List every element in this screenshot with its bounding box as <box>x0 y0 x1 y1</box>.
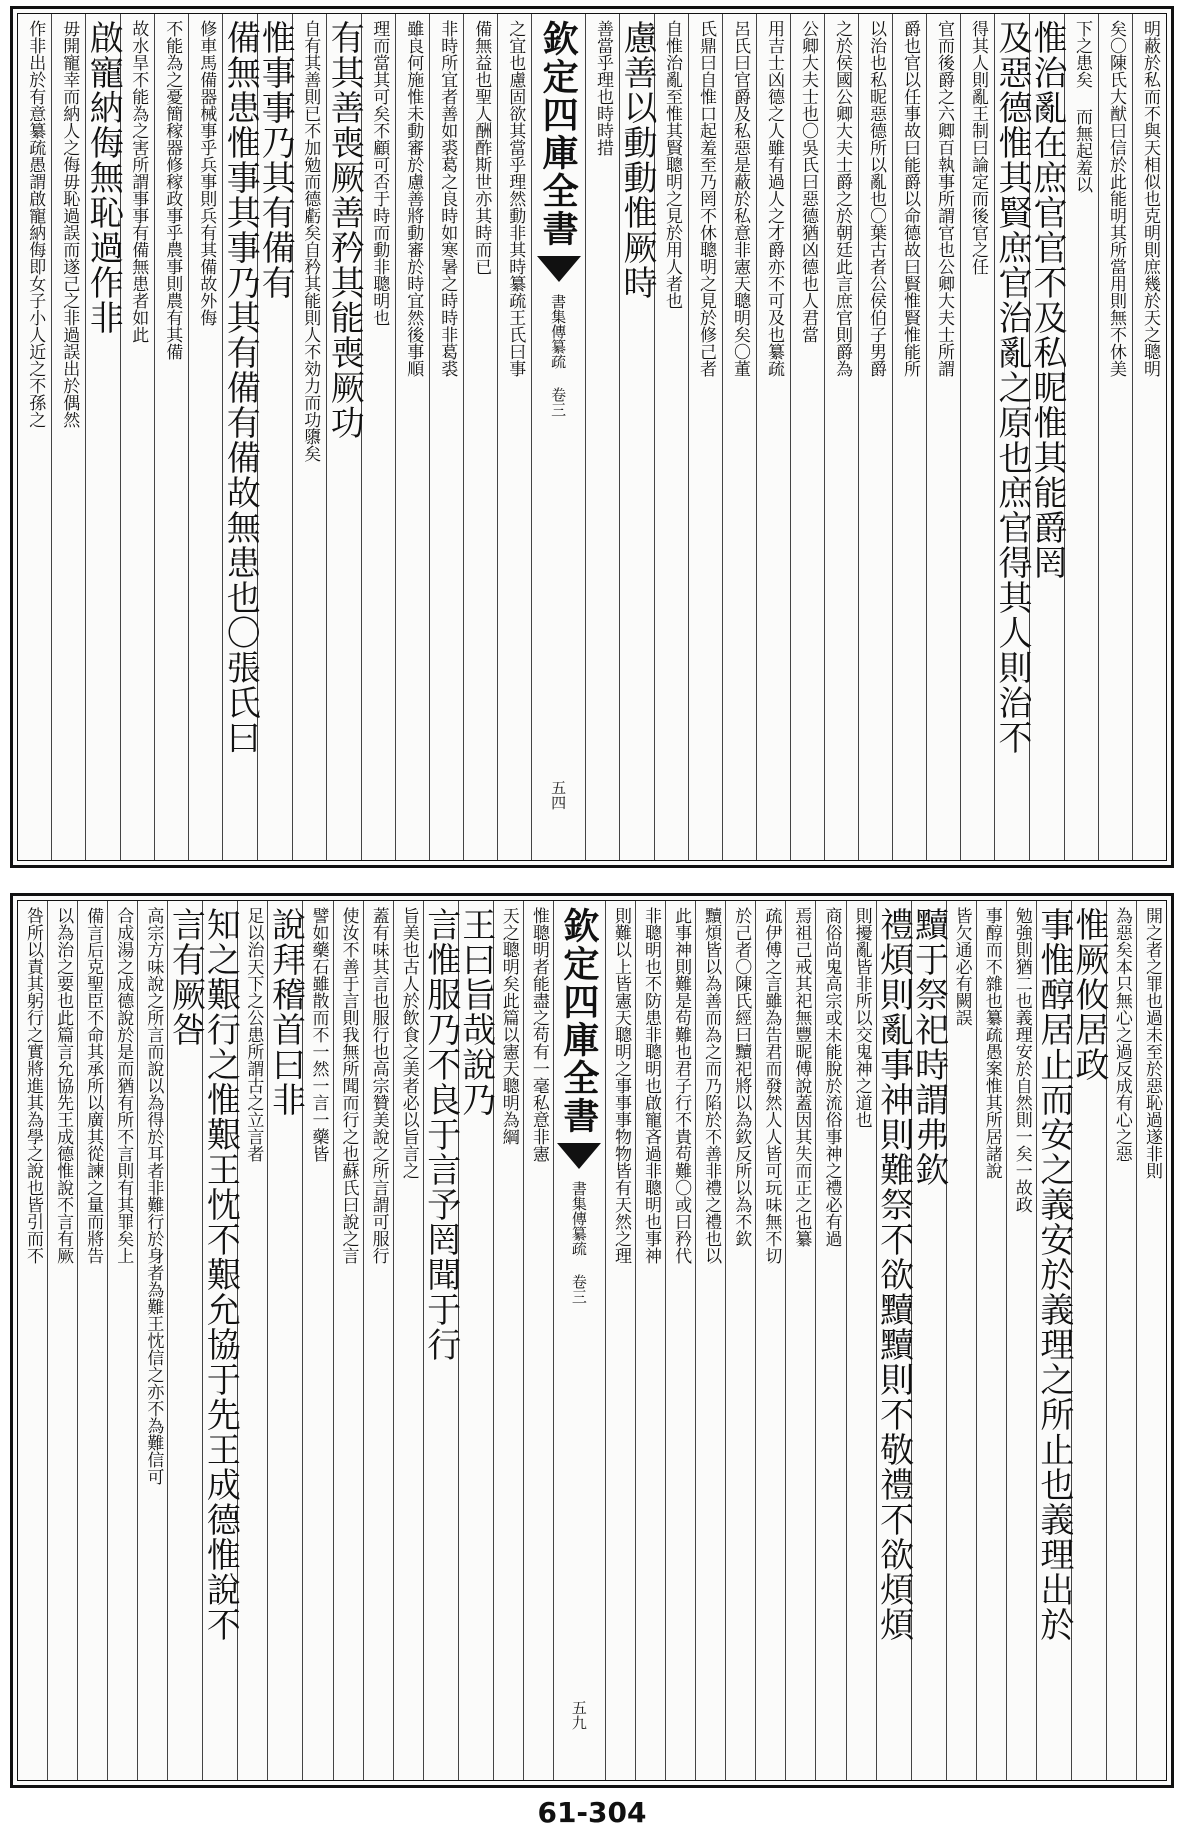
text-column <box>960 14 994 860</box>
column-text: 黷于祭祀時謂弗欽 <box>908 907 949 1187</box>
column-text: 作非出於有意纂疏愚謂啟寵納侮即女子小人近之不孫之 <box>25 20 46 428</box>
column-text: 矣〇陳氏大猷曰信於此能明其所當用則無不休美 <box>1106 20 1126 377</box>
column-text: 毋開寵幸而納人之侮毋恥過誤而遂己之非過誤出於偶然 <box>59 20 80 428</box>
text-column <box>188 14 222 860</box>
text-column <box>722 14 756 860</box>
column-text: 知之艱行之惟艱王忱不艱允協于先王成德惟說不 <box>200 907 241 1642</box>
text-column <box>77 901 107 1780</box>
text-column <box>420 901 461 1780</box>
text-column <box>292 14 326 860</box>
text-column <box>1068 901 1109 1780</box>
text-column <box>815 901 845 1780</box>
column-text: 備無患惟事其事乃其有備有備故無患也〇張氏曰 <box>220 20 261 755</box>
text-column <box>1132 14 1166 860</box>
column-text: 譬如藥石雖散而不一然一言一藥皆 <box>308 907 329 1162</box>
column-text: 此事神則難是苟難也君子行不貴苟難〇或曰矜代 <box>671 907 692 1264</box>
text-column <box>946 901 976 1780</box>
column-text: 足以治天下之公患所謂古之立言者 <box>243 907 264 1162</box>
column-text: 說拜稽首曰非 <box>265 907 306 1117</box>
text-column <box>755 901 785 1780</box>
column-text: 商俗尚鬼高宗或未能脫於流俗事神之禮必有過 <box>821 907 842 1247</box>
text-column <box>523 901 553 1780</box>
column-text: 旨美也古人於飲食之美者必以旨言之 <box>398 907 419 1179</box>
text-column <box>892 14 926 860</box>
text-column <box>688 14 722 860</box>
text-column <box>1098 14 1132 860</box>
text-column <box>237 901 267 1780</box>
column-text: 不能為之憂簡稼器修稼政事乎農事則農有其備 <box>162 20 183 360</box>
text-column <box>1027 14 1067 860</box>
text-column <box>333 901 363 1780</box>
column-text: 用吉士凶德之人雖有過人之才爵亦不可及也纂疏 <box>764 20 784 377</box>
text-column <box>992 14 1032 860</box>
book-title: 欽定四庫全書 <box>557 907 600 1135</box>
column-text: 事惟醇居止而安之義安於義理之所止也義理出於 <box>1033 907 1074 1642</box>
text-column <box>873 901 914 1780</box>
text-column <box>846 901 876 1780</box>
column-text: 爵也官以任事故曰能爵以命德故曰賢惟賢惟能所 <box>900 20 920 377</box>
text-column <box>1033 901 1074 1780</box>
page-footer-number: 61-304 <box>537 1796 647 1829</box>
column-text: 天之聰明矣此篇以憲天聰明為綱 <box>498 907 519 1145</box>
column-text: 非聰明也不防患非聰明也啟寵吝過非聰明也事神 <box>641 907 662 1264</box>
volume-label: 書集傳纂疏 卷三 <box>549 294 568 417</box>
column-text: 皆欠通必有闕誤 <box>951 907 972 1026</box>
column-text: 惟聰明者能盡之苟有一毫私意非憲 <box>528 907 549 1162</box>
column-text: 非時所宜者善如裘葛之良時如寒暑之時時非葛裘 <box>437 20 458 377</box>
text-column <box>363 901 393 1780</box>
top-page-columns <box>18 14 1166 860</box>
text-column <box>107 901 137 1780</box>
text-column <box>790 14 824 860</box>
text-column <box>654 14 688 860</box>
text-column <box>1106 901 1136 1780</box>
text-column <box>265 901 306 1780</box>
center-fold-column <box>531 14 585 860</box>
text-column <box>324 14 365 860</box>
text-column <box>463 14 497 860</box>
text-column <box>926 14 960 860</box>
text-column <box>1064 14 1098 860</box>
fish-tail-mark-icon <box>557 1143 601 1169</box>
text-column <box>976 901 1006 1780</box>
column-text: 蓋有味其言也服行也高宗贊美說之所言謂可服行 <box>368 907 389 1264</box>
text-column <box>824 14 858 860</box>
text-column <box>83 14 124 860</box>
bottom-page <box>10 893 1174 1788</box>
column-text: 高宗方味說之所言而說以為得於耳者非難行於身者為難王忱信之亦不為難信可 <box>143 907 164 1485</box>
text-column <box>51 14 85 860</box>
text-column <box>497 14 531 860</box>
top-page <box>10 6 1174 868</box>
text-column <box>18 901 47 1780</box>
text-column <box>785 901 815 1780</box>
text-column <box>220 14 261 860</box>
column-text: 惟治亂在庶官官不及私昵惟其能爵罔 <box>1027 20 1067 580</box>
column-text: 自惟治亂至惟其賢聰明之見於用人者也 <box>662 20 682 309</box>
text-column <box>858 14 892 860</box>
text-column <box>18 14 51 860</box>
text-column <box>1006 901 1036 1780</box>
text-column <box>725 901 755 1780</box>
column-text: 公卿大夫士也〇吳氏曰惡德猶凶德也人君當 <box>798 20 818 343</box>
page-number: 五四 <box>549 780 568 810</box>
column-text: 及惡德惟其賢庶官治亂之原也庶官得其人則治不 <box>992 20 1032 755</box>
column-text: 王曰旨哉說乃 <box>455 907 496 1117</box>
text-column <box>395 14 429 860</box>
column-text: 則擾亂皆非所以交鬼神之道也 <box>851 907 872 1128</box>
text-column <box>47 901 77 1780</box>
text-column <box>137 901 167 1780</box>
text-column <box>617 14 657 860</box>
text-column <box>154 14 188 860</box>
column-text: 之宜也慮固欲其當乎理然動非其時纂疏王氏曰事 <box>505 20 526 377</box>
column-text: 明蔽於私而不與天相似也克明則庶幾於天之聰明 <box>1140 20 1160 377</box>
bottom-page-columns <box>18 901 1166 1780</box>
column-text: 之於侯國公卿大夫士爵之於朝廷此言庶官則爵為 <box>832 20 852 377</box>
column-text: 得其人則亂王制曰論定而後官之任 <box>968 20 988 275</box>
column-text: 備無益也聖人酬酢斯世亦其時而已 <box>471 20 492 275</box>
text-column <box>756 14 790 860</box>
text-column <box>635 901 665 1780</box>
text-column <box>165 901 206 1780</box>
column-text: 氏鼎曰自惟口起羞至乃罔不休聰明之見於修己者 <box>696 20 716 377</box>
text-column <box>493 901 523 1780</box>
column-text: 有其善喪厥善矜其能喪厥功 <box>324 20 365 440</box>
column-text: 啟寵納侮無恥過作非 <box>83 20 124 335</box>
column-text: 惟事事乃其有備有 <box>255 20 296 300</box>
volume-label: 書集傳纂疏 卷三 <box>569 1181 588 1304</box>
column-text: 咎所以責其躬行之實將進其為學之說也皆引而不 <box>23 907 43 1264</box>
center-fold-column <box>553 901 605 1780</box>
column-text: 合成湯之成德說於是而猶有所不言則有其罪矣上 <box>113 907 134 1264</box>
text-column <box>605 901 635 1780</box>
column-text: 則難以上皆憲天聰明之事事事物物皆有天然之理 <box>610 907 631 1264</box>
column-text: 以治也私昵惡德所以亂也〇葉古者公侯伯子男爵 <box>866 20 886 377</box>
column-text: 為惡矣本只無心之過反成有心之惡 <box>1111 907 1132 1162</box>
column-text: 慮善以動動惟厥時 <box>617 20 657 300</box>
page-number: 五九 <box>569 1700 588 1730</box>
text-column <box>393 901 423 1780</box>
text-column <box>361 14 395 860</box>
column-text: 言惟服乃不良于言予罔聞于行 <box>420 907 461 1362</box>
column-text: 於己者〇陳氏經曰黷祀將以為欽反所以為不欽 <box>731 907 752 1247</box>
book-title: 欽定四庫全書 <box>537 20 580 248</box>
column-text: 呂氏曰官爵及私惡是蔽於私意非憲天聰明矣〇董 <box>730 20 750 377</box>
top-page-frame <box>17 13 1167 861</box>
text-column <box>120 14 154 860</box>
text-column <box>908 901 949 1780</box>
column-text: 雖良何施惟未動審於慮善將動審於時宜然後事順 <box>403 20 424 377</box>
column-text: 疏伊傅之言雖為告君而發然人人皆可玩味無不切 <box>761 907 782 1264</box>
text-column <box>255 14 296 860</box>
column-text: 禮煩則亂事神則難祭不欲黷黷則不敬禮不欲煩煩 <box>873 907 914 1642</box>
column-text: 備言后克聖臣不命其承所以廣其從諫之量而將告 <box>83 907 104 1264</box>
column-text: 使汝不善于言則我無所聞而行之也蘇氏曰說之言 <box>338 907 359 1264</box>
column-text: 開之者之罪也過未至於惡恥過遂非則 <box>1141 907 1162 1179</box>
text-column <box>585 14 619 860</box>
column-text: 勉強則猶二也義理安於自然則一矣一故政 <box>1011 907 1032 1213</box>
text-column <box>302 901 332 1780</box>
column-text: 修車馬備器械事乎兵事則兵有其備故外侮 <box>196 20 217 326</box>
text-column <box>695 901 725 1780</box>
column-text: 自有其善則已不加勉而德虧矣自矜其能則人不効力而功隳矣 <box>300 20 321 462</box>
fish-tail-mark-icon <box>537 256 581 282</box>
column-text: 善當乎理也時時措 <box>593 20 613 156</box>
column-text: 言有厥咎 <box>165 907 206 1047</box>
column-text: 黷煩皆以為善而為之而乃陷於不善非禮之禮也以 <box>701 907 722 1264</box>
column-text: 焉祖己戒其祀無豐昵傅說蓋因其失而正之也纂 <box>791 907 812 1247</box>
text-column <box>200 901 241 1780</box>
text-column <box>665 901 695 1780</box>
text-column <box>429 14 463 860</box>
column-text: 下之患矣 而無起羞以 <box>1072 20 1092 193</box>
column-text: 故水旱不能為之害所謂事事有備無患者如此 <box>128 20 149 343</box>
text-column <box>455 901 496 1780</box>
column-text: 事醇而不雜也纂疏愚案惟其所居諸說 <box>981 907 1002 1179</box>
column-text: 惟厥攸居政 <box>1068 907 1109 1082</box>
column-text: 理而當其可矣不顧可否于時而動非聰明也 <box>369 20 390 326</box>
column-text: 以為治之要也此篇言允協先王成德惟說不言有厥 <box>53 907 74 1264</box>
column-text: 官而後爵之六卿百執事所謂官也公卿大夫士所謂 <box>934 20 954 377</box>
bottom-page-frame <box>17 900 1167 1781</box>
text-column <box>1136 901 1166 1780</box>
